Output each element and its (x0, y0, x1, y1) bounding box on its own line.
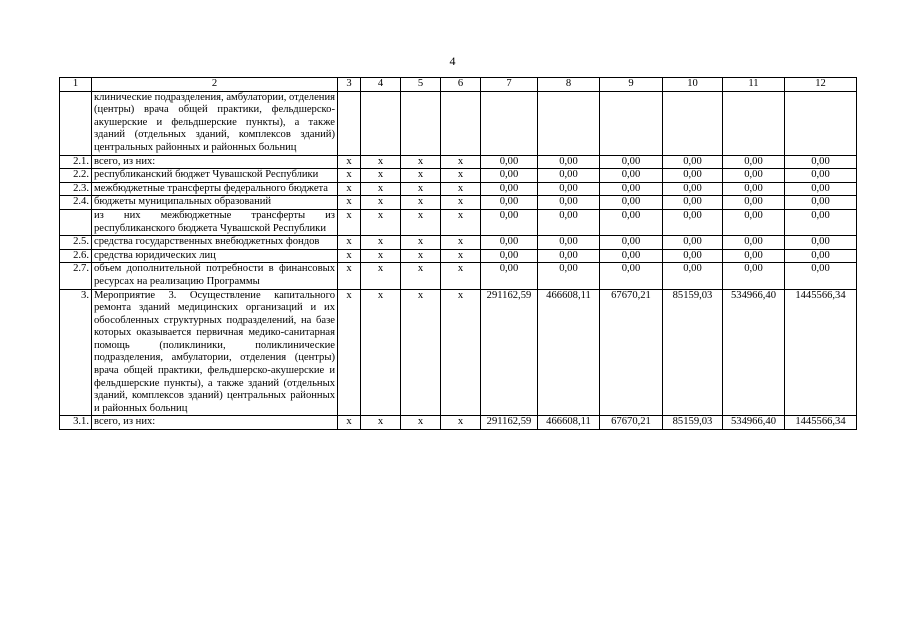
row-number: 2.3. (60, 182, 92, 196)
value-cell (723, 91, 785, 155)
column-header: 6 (441, 78, 481, 92)
column-header: 11 (723, 78, 785, 92)
value-cell: 0,00 (663, 196, 723, 210)
mark-cell: х (338, 169, 361, 183)
mark-cell: х (338, 236, 361, 250)
row-description: средства юридических лиц (92, 249, 338, 263)
value-cell: 0,00 (538, 249, 600, 263)
mark-cell: х (401, 416, 441, 430)
value-cell: 0,00 (663, 169, 723, 183)
value-cell: 1445566,34 (785, 289, 857, 416)
mark-cell: х (441, 155, 481, 169)
mark-cell: х (361, 289, 401, 416)
mark-cell: х (401, 196, 441, 210)
value-cell: 0,00 (538, 196, 600, 210)
mark-cell: х (401, 155, 441, 169)
value-cell: 0,00 (785, 263, 857, 289)
mark-cell: х (338, 263, 361, 289)
value-cell: 0,00 (600, 236, 663, 250)
value-cell: 0,00 (723, 182, 785, 196)
row-number: 2.7. (60, 263, 92, 289)
column-header: 2 (92, 78, 338, 92)
value-cell (481, 91, 538, 155)
value-cell (600, 91, 663, 155)
column-header: 4 (361, 78, 401, 92)
mark-cell (441, 91, 481, 155)
value-cell: 0,00 (723, 169, 785, 183)
column-header: 1 (60, 78, 92, 92)
table-row (60, 196, 857, 210)
table-row (60, 91, 857, 155)
row-description: средства государственных внебюджетных фондов (92, 236, 338, 250)
row-description: всего, из них: (92, 155, 338, 169)
value-cell: 67670,21 (600, 416, 663, 430)
value-cell: 85159,03 (663, 416, 723, 430)
value-cell: 0,00 (663, 263, 723, 289)
table-row (60, 249, 857, 263)
value-cell: 0,00 (663, 209, 723, 235)
row-description: межбюджетные трансферты федерального бюджета (92, 182, 338, 196)
row-number: 2.4. (60, 196, 92, 210)
mark-cell: х (338, 249, 361, 263)
row-description: всего, из них: (92, 416, 338, 430)
value-cell (663, 91, 723, 155)
value-cell: 0,00 (538, 182, 600, 196)
value-cell: 0,00 (600, 169, 663, 183)
mark-cell: х (441, 169, 481, 183)
row-number (60, 91, 92, 155)
table-row (60, 169, 857, 183)
value-cell: 0,00 (785, 182, 857, 196)
mark-cell: х (401, 236, 441, 250)
budget-table (59, 77, 857, 430)
mark-cell: х (361, 416, 401, 430)
value-cell: 67670,21 (600, 289, 663, 416)
value-cell: 0,00 (481, 236, 538, 250)
value-cell: 0,00 (600, 263, 663, 289)
page-number: 4 (449, 54, 456, 68)
row-description: бюджеты муниципальных образований (92, 196, 338, 210)
value-cell: 0,00 (663, 182, 723, 196)
value-cell: 85159,03 (663, 289, 723, 416)
mark-cell: х (361, 155, 401, 169)
mark-cell: х (401, 249, 441, 263)
mark-cell (338, 91, 361, 155)
value-cell: 0,00 (481, 196, 538, 210)
value-cell: 0,00 (723, 155, 785, 169)
table-row (60, 289, 857, 416)
column-header: 10 (663, 78, 723, 92)
mark-cell: х (361, 169, 401, 183)
column-header: 7 (481, 78, 538, 92)
row-number: 3. (60, 289, 92, 416)
row-description: республиканский бюджет Чувашской Республики (92, 169, 338, 183)
mark-cell: х (338, 182, 361, 196)
column-header: 5 (401, 78, 441, 92)
table-body (60, 78, 857, 430)
table-row (60, 155, 857, 169)
mark-cell: х (338, 196, 361, 210)
value-cell: 0,00 (785, 236, 857, 250)
row-description: Мероприятие 3. Осуществление капитального ремонта зданий медицинских организаций и их обособленных структурных подразделений, на базе которых оказывается первичная медико-санитарная помощь (поликлиники, поликлинические подразделения, амбулатории, отделения (центры) врача общей практики, фельдшерско-акушерские и фельдшерские пункты), а также зданий (отдельных зданий, комплексов зданий) центральных районных и районных больниц (92, 289, 338, 416)
table-row (60, 209, 857, 235)
value-cell: 291162,59 (481, 416, 538, 430)
row-number: 3.1. (60, 416, 92, 430)
value-cell: 0,00 (481, 182, 538, 196)
mark-cell (401, 91, 441, 155)
value-cell: 0,00 (785, 155, 857, 169)
value-cell (785, 91, 857, 155)
value-cell: 0,00 (538, 236, 600, 250)
mark-cell: х (338, 155, 361, 169)
value-cell: 0,00 (663, 236, 723, 250)
value-cell: 0,00 (538, 155, 600, 169)
value-cell: 0,00 (723, 249, 785, 263)
row-description: из них межбюджетные трансферты из республиканского бюджета Чувашской Республики (92, 209, 338, 235)
value-cell: 0,00 (481, 249, 538, 263)
mark-cell: х (401, 169, 441, 183)
value-cell: 0,00 (600, 182, 663, 196)
column-header: 8 (538, 78, 600, 92)
table-row (60, 416, 857, 430)
value-cell: 0,00 (785, 209, 857, 235)
value-cell: 0,00 (723, 263, 785, 289)
value-cell: 0,00 (785, 249, 857, 263)
value-cell: 466608,11 (538, 416, 600, 430)
value-cell: 0,00 (785, 196, 857, 210)
mark-cell: х (401, 209, 441, 235)
mark-cell: х (441, 182, 481, 196)
row-number (60, 209, 92, 235)
mark-cell: х (361, 182, 401, 196)
column-header: 12 (785, 78, 857, 92)
value-cell: 0,00 (600, 155, 663, 169)
value-cell: 0,00 (538, 209, 600, 235)
mark-cell: х (401, 289, 441, 416)
row-number: 2.6. (60, 249, 92, 263)
value-cell: 0,00 (481, 155, 538, 169)
mark-cell: х (441, 236, 481, 250)
mark-cell: х (401, 263, 441, 289)
row-number: 2.5. (60, 236, 92, 250)
mark-cell: х (361, 196, 401, 210)
table-row (60, 236, 857, 250)
mark-cell: х (441, 249, 481, 263)
header-row (60, 78, 857, 92)
mark-cell: х (338, 416, 361, 430)
row-description: клинические подразделения, амбулатории, отделения (центры) врача общей практики, фельдшерско-акушерские и фельдшерские пункты), а также зданий (отдельных зданий, комплексов зданий) центральных районных и районных больниц (92, 91, 338, 155)
mark-cell: х (338, 209, 361, 235)
value-cell: 0,00 (663, 249, 723, 263)
mark-cell: х (361, 209, 401, 235)
column-header: 9 (600, 78, 663, 92)
value-cell: 0,00 (481, 169, 538, 183)
value-cell: 291162,59 (481, 289, 538, 416)
mark-cell: х (338, 289, 361, 416)
table-row (60, 182, 857, 196)
value-cell: 0,00 (600, 209, 663, 235)
row-number: 2.2. (60, 169, 92, 183)
row-description: объем дополнительной потребности в финансовых ресурсах на реализацию Программы (92, 263, 338, 289)
value-cell: 0,00 (538, 263, 600, 289)
mark-cell: х (441, 289, 481, 416)
mark-cell: х (401, 182, 441, 196)
mark-cell: х (361, 249, 401, 263)
value-cell: 0,00 (663, 155, 723, 169)
mark-cell (361, 91, 401, 155)
value-cell: 0,00 (785, 169, 857, 183)
value-cell: 0,00 (723, 209, 785, 235)
value-cell: 466608,11 (538, 289, 600, 416)
value-cell (538, 91, 600, 155)
mark-cell: х (441, 263, 481, 289)
mark-cell: х (361, 236, 401, 250)
value-cell: 0,00 (600, 249, 663, 263)
mark-cell: х (441, 196, 481, 210)
value-cell: 0,00 (538, 169, 600, 183)
value-cell: 0,00 (600, 196, 663, 210)
value-cell: 0,00 (481, 209, 538, 235)
value-cell: 1445566,34 (785, 416, 857, 430)
value-cell: 0,00 (723, 236, 785, 250)
mark-cell: х (441, 209, 481, 235)
column-header: 3 (338, 78, 361, 92)
value-cell: 0,00 (481, 263, 538, 289)
row-number: 2.1. (60, 155, 92, 169)
value-cell: 0,00 (723, 196, 785, 210)
mark-cell: х (361, 263, 401, 289)
value-cell: 534966,40 (723, 289, 785, 416)
mark-cell: х (441, 416, 481, 430)
value-cell: 534966,40 (723, 416, 785, 430)
table-row (60, 263, 857, 289)
